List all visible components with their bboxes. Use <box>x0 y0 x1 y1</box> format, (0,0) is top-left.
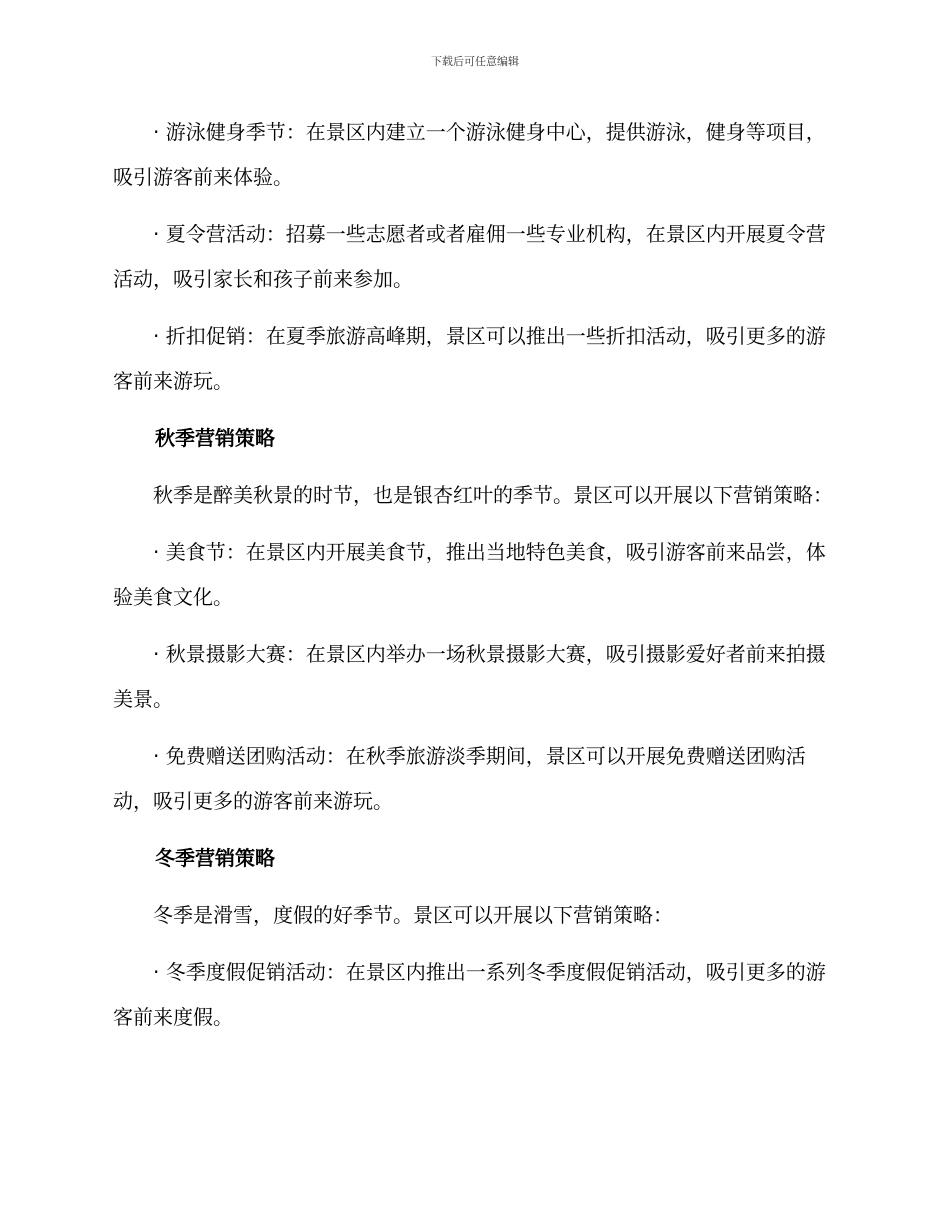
bullet-discount-promotion: · 折扣促销：在夏季旅游高峰期，景区可以推出一些折扣活动，吸引更多的游客前来游玩。 <box>113 324 826 393</box>
bullet-summer-camp: · 夏令营活动：招募一些志愿者或者雇佣一些专业机构，在景区内开展夏令营活动，吸引家长和孩子前来参加。 <box>113 222 826 291</box>
page-header: 下载后可任意编辑 <box>431 55 519 68</box>
bullet-winter-vacation-promo: · 冬季度假促销活动：在景区内推出一系列冬季度假促销活动，吸引更多的游客前来度假。 <box>113 960 826 1029</box>
autumn-intro-paragraph: 秋季是醉美秋景的时节，也是银杏红叶的季节。景区可以开展以下营销策略： <box>153 483 833 507</box>
heading-autumn-strategy: 秋季营销策略 <box>155 426 275 450</box>
winter-intro-paragraph: 冬季是滑雪，度假的好季节。景区可以开展以下营销策略： <box>153 903 673 927</box>
heading-winter-strategy: 冬季营销策略 <box>155 846 275 870</box>
bullet-photo-contest: · 秋景摄影大赛：在景区内举办一场秋景摄影大赛，吸引摄影爱好者前来拍摄美景。 <box>113 642 826 711</box>
bullet-group-buy: · 免费赠送团购活动：在秋季旅游淡季期间，景区可以开展免费赠送团购活动，吸引更多的游客前来游玩。 <box>113 744 806 813</box>
document-body <box>113 110 833 1052</box>
bullet-food-festival: · 美食节：在景区内开展美食节，推出当地特色美食，吸引游客前来品尝，体验美食文化。 <box>113 540 826 609</box>
bullet-swimming-fitness: · 游泳健身季节：在景区内建立一个游泳健身中心，提供游泳，健身等项目，吸引游客前来体验。 <box>113 120 826 189</box>
